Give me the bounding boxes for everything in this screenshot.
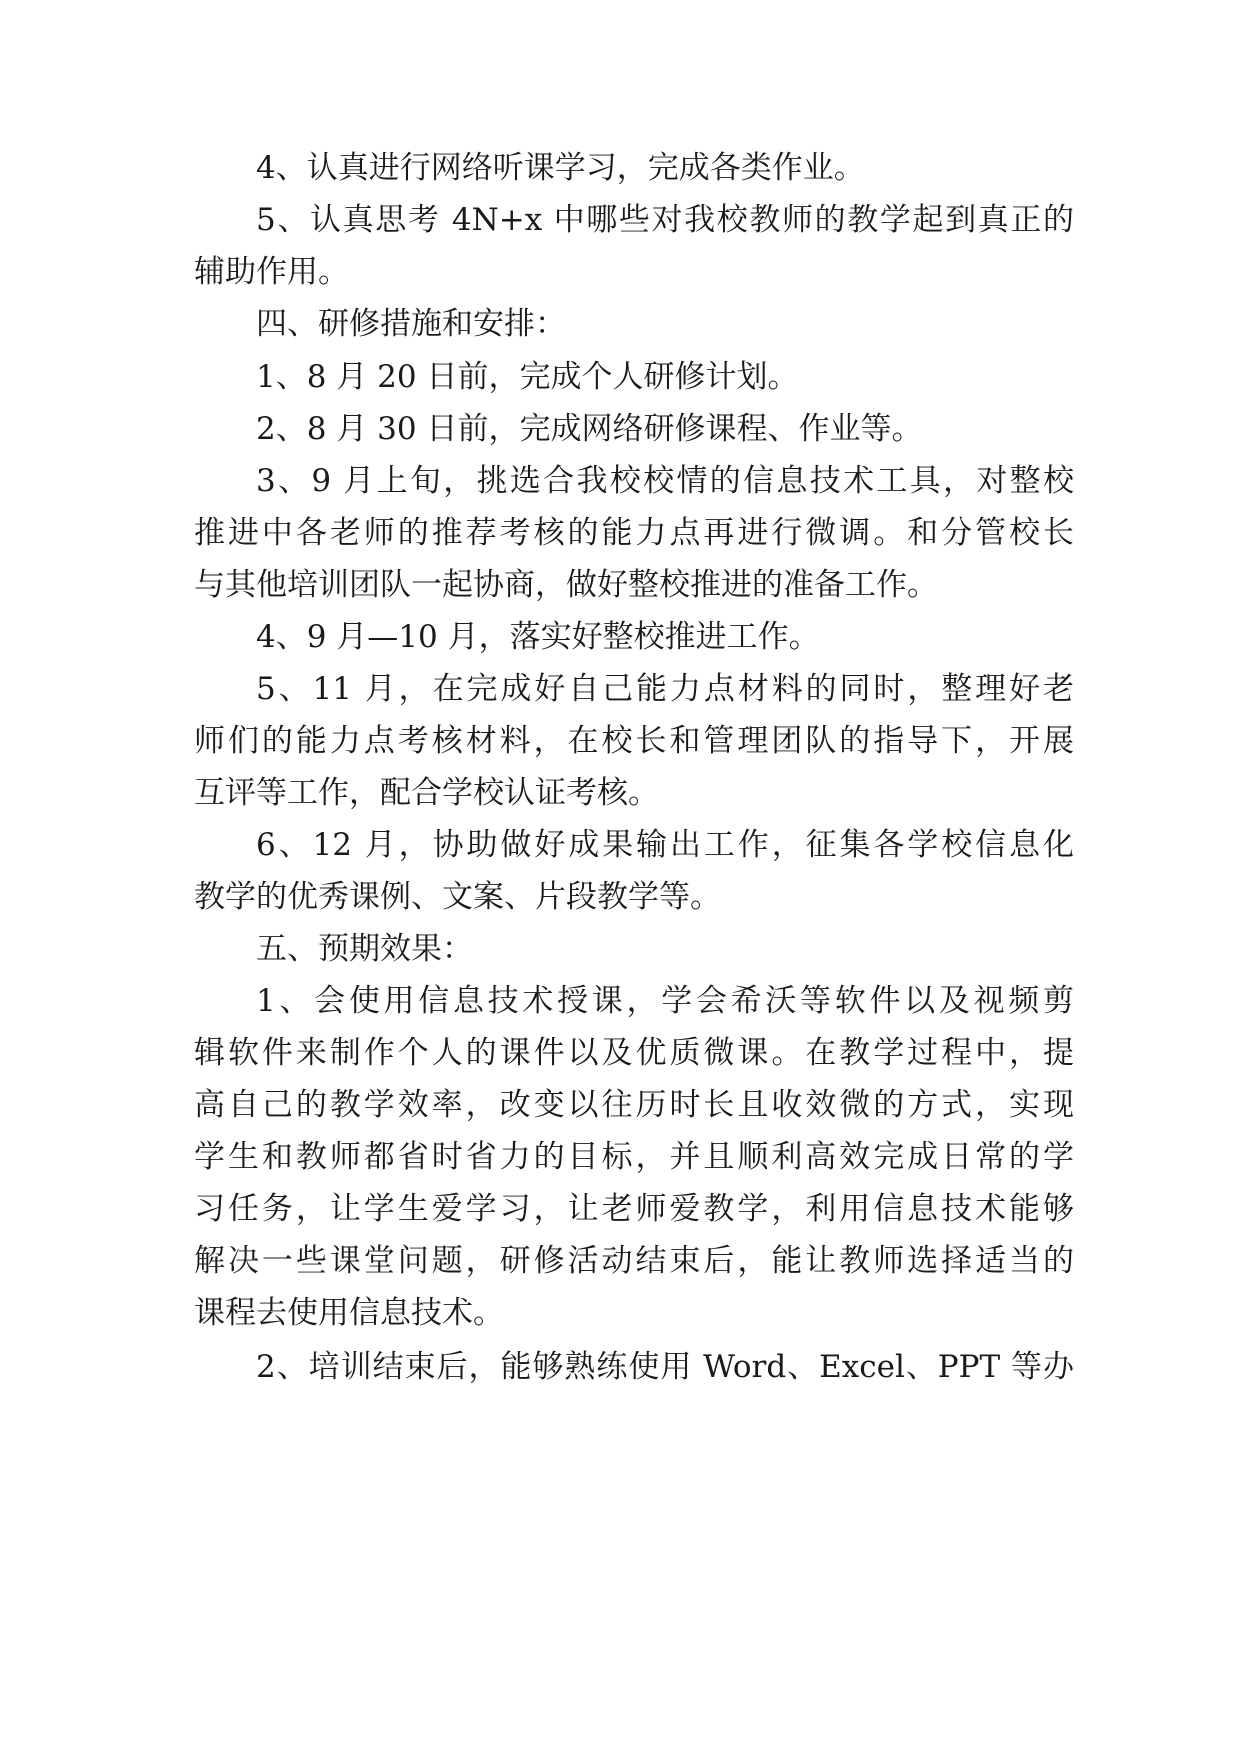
text-line: 辅助作用。 bbox=[194, 254, 349, 290]
text-line: 4、9 月—10 月，落实好整校推进工作。 bbox=[256, 619, 820, 655]
section-heading: 四、研修措施和安排： bbox=[256, 306, 566, 342]
text-line: 3、9 月上旬，挑选合我校校情的信息技术工具，对整校 bbox=[256, 463, 1074, 499]
text-line: 互评等工作，配合学校认证考核。 bbox=[194, 775, 659, 811]
text-line: 2、8 月 30 日前，完成网络研修课程、作业等。 bbox=[256, 411, 923, 447]
text-line: 高自己的教学效率，改变以往历时长且收效微的方式，实现 bbox=[194, 1087, 1074, 1123]
text-line: 教学的优秀课例、文案、片段教学等。 bbox=[194, 879, 721, 915]
text-line: 学生和教师都省时省力的目标，并且顺利高效完成日常的学 bbox=[194, 1139, 1074, 1175]
text-line: 2、培训结束后，能够熟练使用 Word、Excel、PPT 等办 bbox=[256, 1349, 1074, 1385]
section-heading: 五、预期效果： bbox=[256, 931, 473, 967]
text-line: 解决一些课堂问题，研修活动结束后，能让教师选择适当的 bbox=[194, 1243, 1074, 1279]
text-line: 与其他培训团队一起协商，做好整校推进的准备工作。 bbox=[194, 567, 938, 603]
text-line: 辑软件来制作个人的课件以及优质微课。在教学过程中，提 bbox=[194, 1035, 1074, 1071]
text-line: 1、8 月 20 日前，完成个人研修计划。 bbox=[256, 359, 799, 395]
text-line: 1、会使用信息技术授课，学会希沃等软件以及视频剪 bbox=[256, 983, 1074, 1019]
text-line: 5、11 月，在完成好自己能力点材料的同时，整理好老 bbox=[256, 671, 1074, 707]
text-line: 6、12 月，协助做好成果输出工作，征集各学校信息化 bbox=[256, 827, 1074, 863]
text-line: 课程去使用信息技术。 bbox=[194, 1295, 504, 1331]
text-line: 师们的能力点考核材料，在校长和管理团队的指导下，开展 bbox=[194, 723, 1074, 759]
text-line: 推进中各老师的推荐考核的能力点再进行微调。和分管校长 bbox=[194, 515, 1074, 551]
text-line: 习任务，让学生爱学习，让老师爱教学，利用信息技术能够 bbox=[194, 1191, 1074, 1227]
text-line: 4、认真进行网络听课学习，完成各类作业。 bbox=[256, 150, 865, 186]
text-line: 5、认真思考 4N+x 中哪些对我校教师的教学起到真正的 bbox=[256, 202, 1074, 238]
